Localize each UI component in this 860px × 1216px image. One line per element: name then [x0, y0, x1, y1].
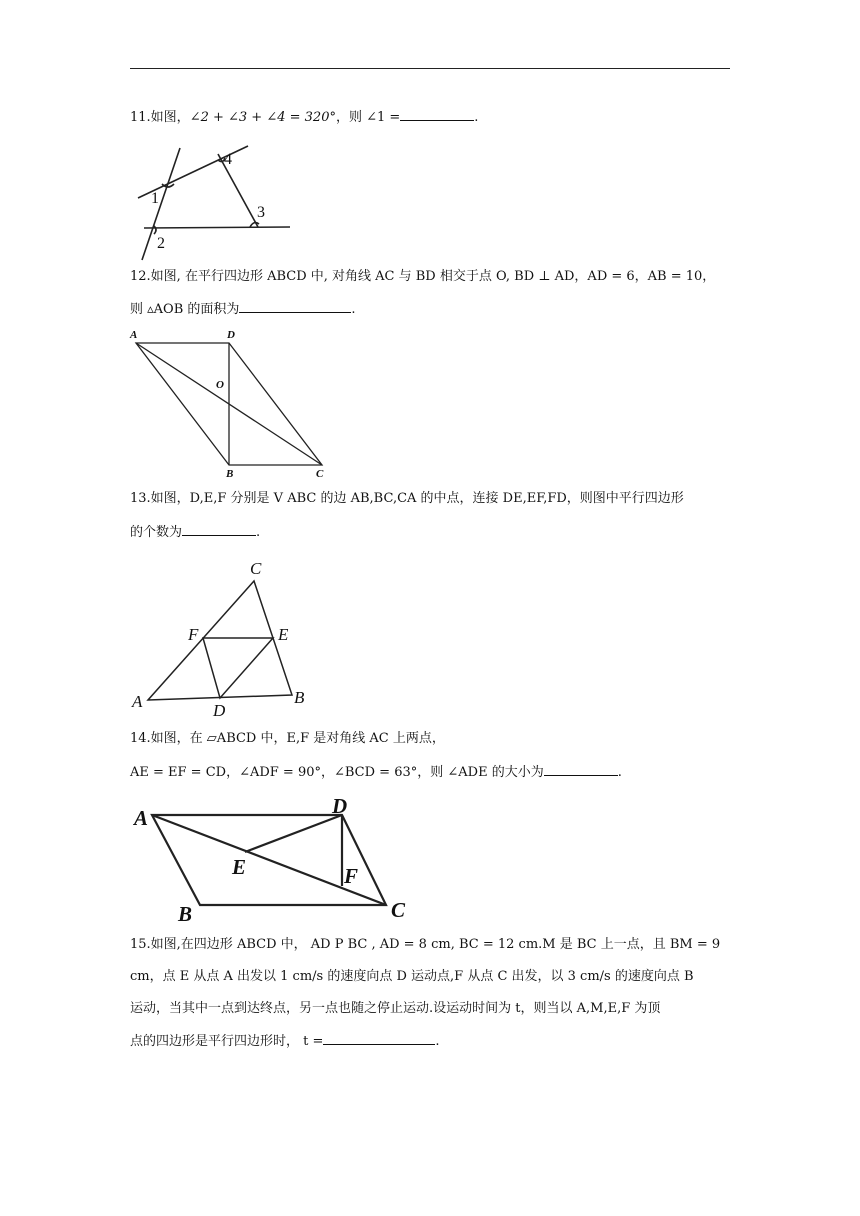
q14-figure [130, 790, 420, 925]
q13-label-d: D [213, 701, 226, 720]
q12-line-1: 12.如图, 在平行四边形 ABCD 中, 对角线 AC 与 BD 相交于点 O, BD ⊥ AD，AD = 6，AB = 10， [130, 269, 716, 284]
q14-segment-de [245, 815, 342, 852]
q15-line-4-prefix: 点的四边形是平行四边形时， t = [130, 1034, 324, 1049]
q13-line-2-suffix: . [256, 525, 261, 540]
q12-line-2-suffix: . [351, 302, 356, 317]
q11-label-1: 1 [151, 190, 159, 207]
q11-label-2: 2 [157, 235, 165, 252]
q14-line-1: 14.如图，在 ▱ABCD 中，E,F 是对角线 AC 上两点， [130, 731, 445, 746]
q12-answer-blank[interactable] [239, 299, 351, 313]
q13-answer-blank[interactable] [182, 522, 256, 536]
q12-label-d: D [227, 329, 235, 341]
q13-label-f: F [188, 625, 199, 644]
q14-label-c: C [391, 898, 406, 922]
q12-figure [130, 325, 340, 485]
q15-line-1: 15.如图,在四边形 ABCD 中， AD P BC , AD = 8 cm, BC = 12 cm.M 是 BC 上一点，且 BM = 9 [130, 937, 721, 952]
q12-label-c: C [316, 468, 324, 480]
q13-label-b: B [294, 688, 305, 707]
q13-label-a: A [132, 692, 143, 711]
q14-line-2-suffix: . [617, 765, 622, 780]
q13-label-e: E [278, 625, 289, 644]
q12-line-2 [130, 299, 356, 319]
q11-suffix: . [474, 110, 479, 125]
q13-figure [130, 555, 330, 720]
q14-label-b: B [178, 902, 193, 926]
q12-line-2-prefix: 则 ▵AOB 的面积为 [130, 302, 240, 317]
q11-label-4: 4 [224, 151, 232, 168]
header-rule [130, 68, 730, 69]
q15-line-4-suffix: . [435, 1034, 440, 1049]
q14-line-2 [130, 762, 622, 782]
q13-midpoint-triangle [203, 638, 273, 698]
q11-mid: ，则 ∠1 = [335, 110, 401, 125]
q11-angle-mark-2 [154, 226, 156, 234]
q14-label-e: E [232, 855, 247, 879]
q12-label-o: O [216, 379, 224, 391]
q13-line-2-prefix: 的个数为 [130, 525, 183, 540]
q13-label-c: C [250, 559, 262, 578]
q15-line-2: cm，点 E 从点 A 出发以 1 cm/s 的速度向点 D 运动点,F 从点 C 出发，以 3 cm/s 的速度向点 B [130, 969, 694, 984]
q14-answer-blank[interactable] [544, 762, 618, 776]
q12-label-a: A [130, 329, 138, 341]
q14-label-f: F [344, 864, 359, 888]
q13-line-2 [130, 522, 260, 542]
q14-label-a: A [134, 806, 149, 830]
q15-line-3: 运动，当其中一点到达终点，另一点也随之停止运动.设运动时间为 t，则当以 A,M,E,F 为顶 [130, 1001, 661, 1016]
q14-line-2-prefix: AE = EF = CD，∠ADF = 90°，∠BCD = 63°，则 ∠ADE 的大小为 [130, 765, 544, 780]
q14-label-d: D [332, 794, 348, 818]
q11-bottom-line [144, 227, 290, 228]
q13-line-1: 13.如图，D,E,F 分别是 V ABC 的边 AB,BC,CA 的中点，连接 DE,EF,FD，则图中平行四边形 [130, 491, 684, 506]
q11-prefix: 11.如图， [130, 110, 190, 125]
q11-expression: ∠2 + ∠3 + ∠4 = 320° [189, 110, 336, 125]
q11-text [130, 107, 478, 127]
q14-diagonal-ac [152, 815, 386, 905]
q12-label-b: B [226, 468, 234, 480]
q15-answer-blank[interactable] [323, 1031, 435, 1045]
q15-line-4 [130, 1031, 440, 1051]
q11-answer-blank[interactable] [400, 107, 474, 121]
q11-figure [130, 140, 300, 265]
q11-label-3: 3 [257, 204, 265, 221]
